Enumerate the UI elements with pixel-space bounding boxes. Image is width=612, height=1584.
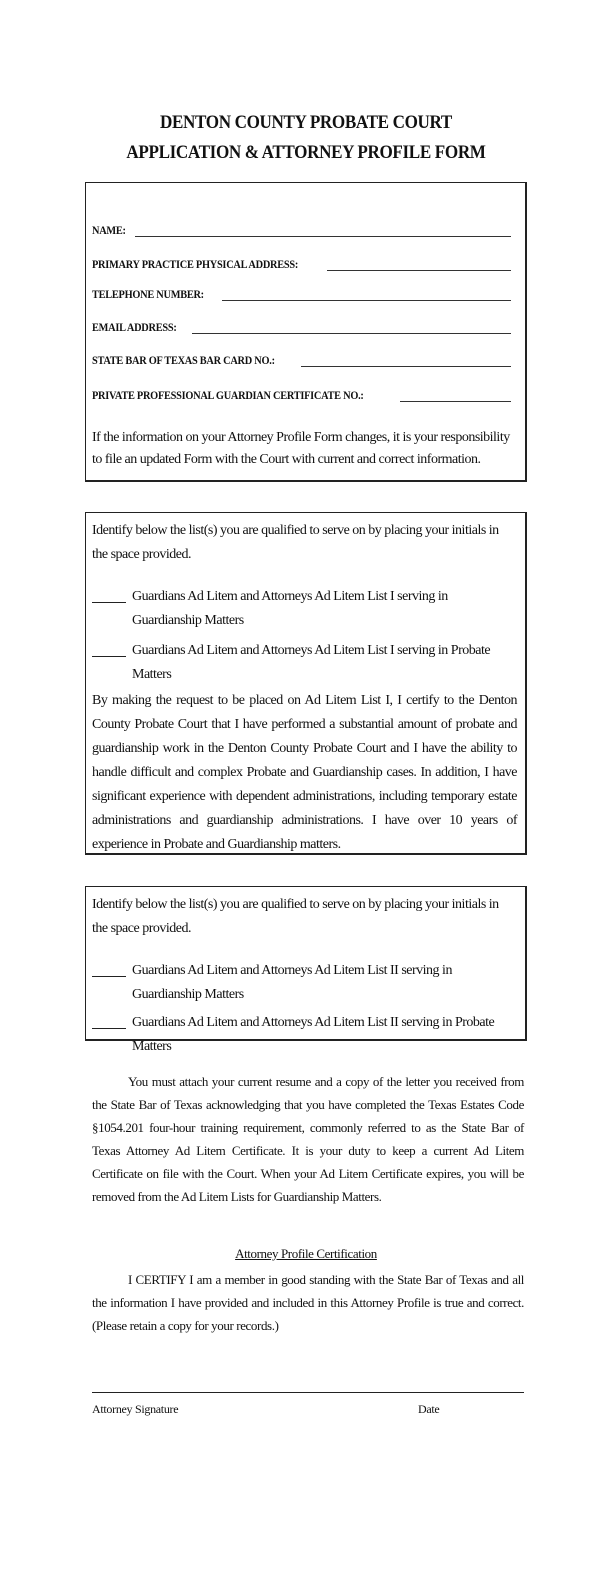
form-title-line1: DENTON COUNTY PROBATE COURT	[160, 112, 452, 133]
initials-blank[interactable]	[92, 1013, 126, 1029]
email-label: EMAIL ADDRESS:	[92, 322, 177, 334]
form-title-line2: APPLICATION & ATTORNEY PROFILE FORM	[126, 142, 486, 163]
signature-line[interactable]	[92, 1392, 524, 1393]
certification-text: I CERTIFY I am a member in good standing with the State Bar of Texas and all the information I have provided and included in this Attorney Profile is true and correct. (Please retain a copy for your records.)	[92, 1272, 524, 1333]
option-label: Guardians Ad Litem and Attorneys Ad Litem List I serving in Probate Matters	[132, 643, 491, 682]
option-label: Guardians Ad Litem and Attorneys Ad Litem List II serving in Probate Matters	[132, 1015, 495, 1054]
telephone-input-line[interactable]	[222, 290, 511, 301]
attorney-signature-label: Attorney Signature	[92, 1402, 179, 1416]
address-label: PRIMARY PRACTICE PHYSICAL ADDRESS:	[92, 259, 299, 271]
date-label: Date	[418, 1402, 440, 1416]
email-input-line[interactable]	[192, 323, 511, 334]
update-notice: If the information on your Attorney Profile Form changes, it is your responsibility to file an updated Form with the Court with current and correct information.	[92, 430, 510, 467]
list-ii-probate-option[interactable]	[92, 1011, 519, 1059]
address-field[interactable]	[92, 259, 511, 271]
bar-card-field[interactable]	[92, 355, 511, 367]
certification-heading: Attorney Profile Certification	[235, 1246, 377, 1261]
address-input-line[interactable]	[327, 260, 511, 271]
guardian-cert-label: PRIVATE PROFESSIONAL GUARDIAN CERTIFICATE NO.:	[92, 390, 364, 402]
option-label: Guardians Ad Litem and Attorneys Ad Litem List I serving in Guardianship Matters	[132, 589, 448, 628]
list-i-probate-option[interactable]	[92, 639, 519, 687]
list-ii-box	[85, 886, 527, 1054]
telephone-label: TELEPHONE NUMBER:	[92, 289, 204, 301]
name-field[interactable]	[92, 225, 511, 237]
option-label: Guardians Ad Litem and Attorneys Ad Litem List II serving in Guardianship Matters	[132, 963, 452, 1002]
name-input-line[interactable]	[135, 226, 511, 237]
guardian-cert-field[interactable]	[92, 390, 511, 402]
telephone-field[interactable]	[92, 289, 511, 301]
initials-blank[interactable]	[92, 587, 126, 603]
bar-card-label: STATE BAR OF TEXAS BAR CARD NO.:	[92, 355, 275, 367]
list-i-guardianship-option[interactable]	[92, 585, 519, 633]
guardian-cert-input-line[interactable]	[400, 391, 511, 402]
initials-blank[interactable]	[92, 641, 126, 657]
list-i-certification: By making the request to be placed on Ad Litem List I, I certify to the Denton County Probate Court that I have performed a substantial amount of probate and guardianship work in the Denton County Probate Court and I have the ability to handle difficult and complex Probate and Guardianship cases. In addition, I have significant experience with dependent administrations, including temporary estate administrations and guardianship administrations. I have over 10 years of experience in Probate and Guardianship matters.	[92, 693, 517, 852]
initials-blank[interactable]	[92, 961, 126, 977]
list-i-instruction: Identify below the list(s) you are qualified to serve on by placing your initials in the space provided.	[92, 523, 499, 562]
profile-box	[85, 182, 527, 482]
bar-card-input-line[interactable]	[301, 356, 511, 367]
list-ii-instruction: Identify below the list(s) you are qualified to serve on by placing your initials in the space provided.	[92, 897, 499, 936]
resume-requirement-text: You must attach your current resume and a copy of the letter you received from the State Bar of Texas acknowledging that you have completed the Texas Estates Code §1054.201 four-hour training requirement, commonly referred to as the State Bar of Texas Attorney Ad Litem Certificate. It is your duty to keep a current Ad Litem Certificate on file with the Court. When your Ad Litem Certificate expires, you will be removed from the Ad Litem Lists for Guardianship Matters.	[92, 1074, 524, 1204]
list-i-box	[85, 512, 527, 855]
email-field[interactable]	[92, 322, 511, 334]
name-label: NAME:	[92, 225, 126, 237]
list-ii-guardianship-option[interactable]	[92, 959, 519, 1007]
